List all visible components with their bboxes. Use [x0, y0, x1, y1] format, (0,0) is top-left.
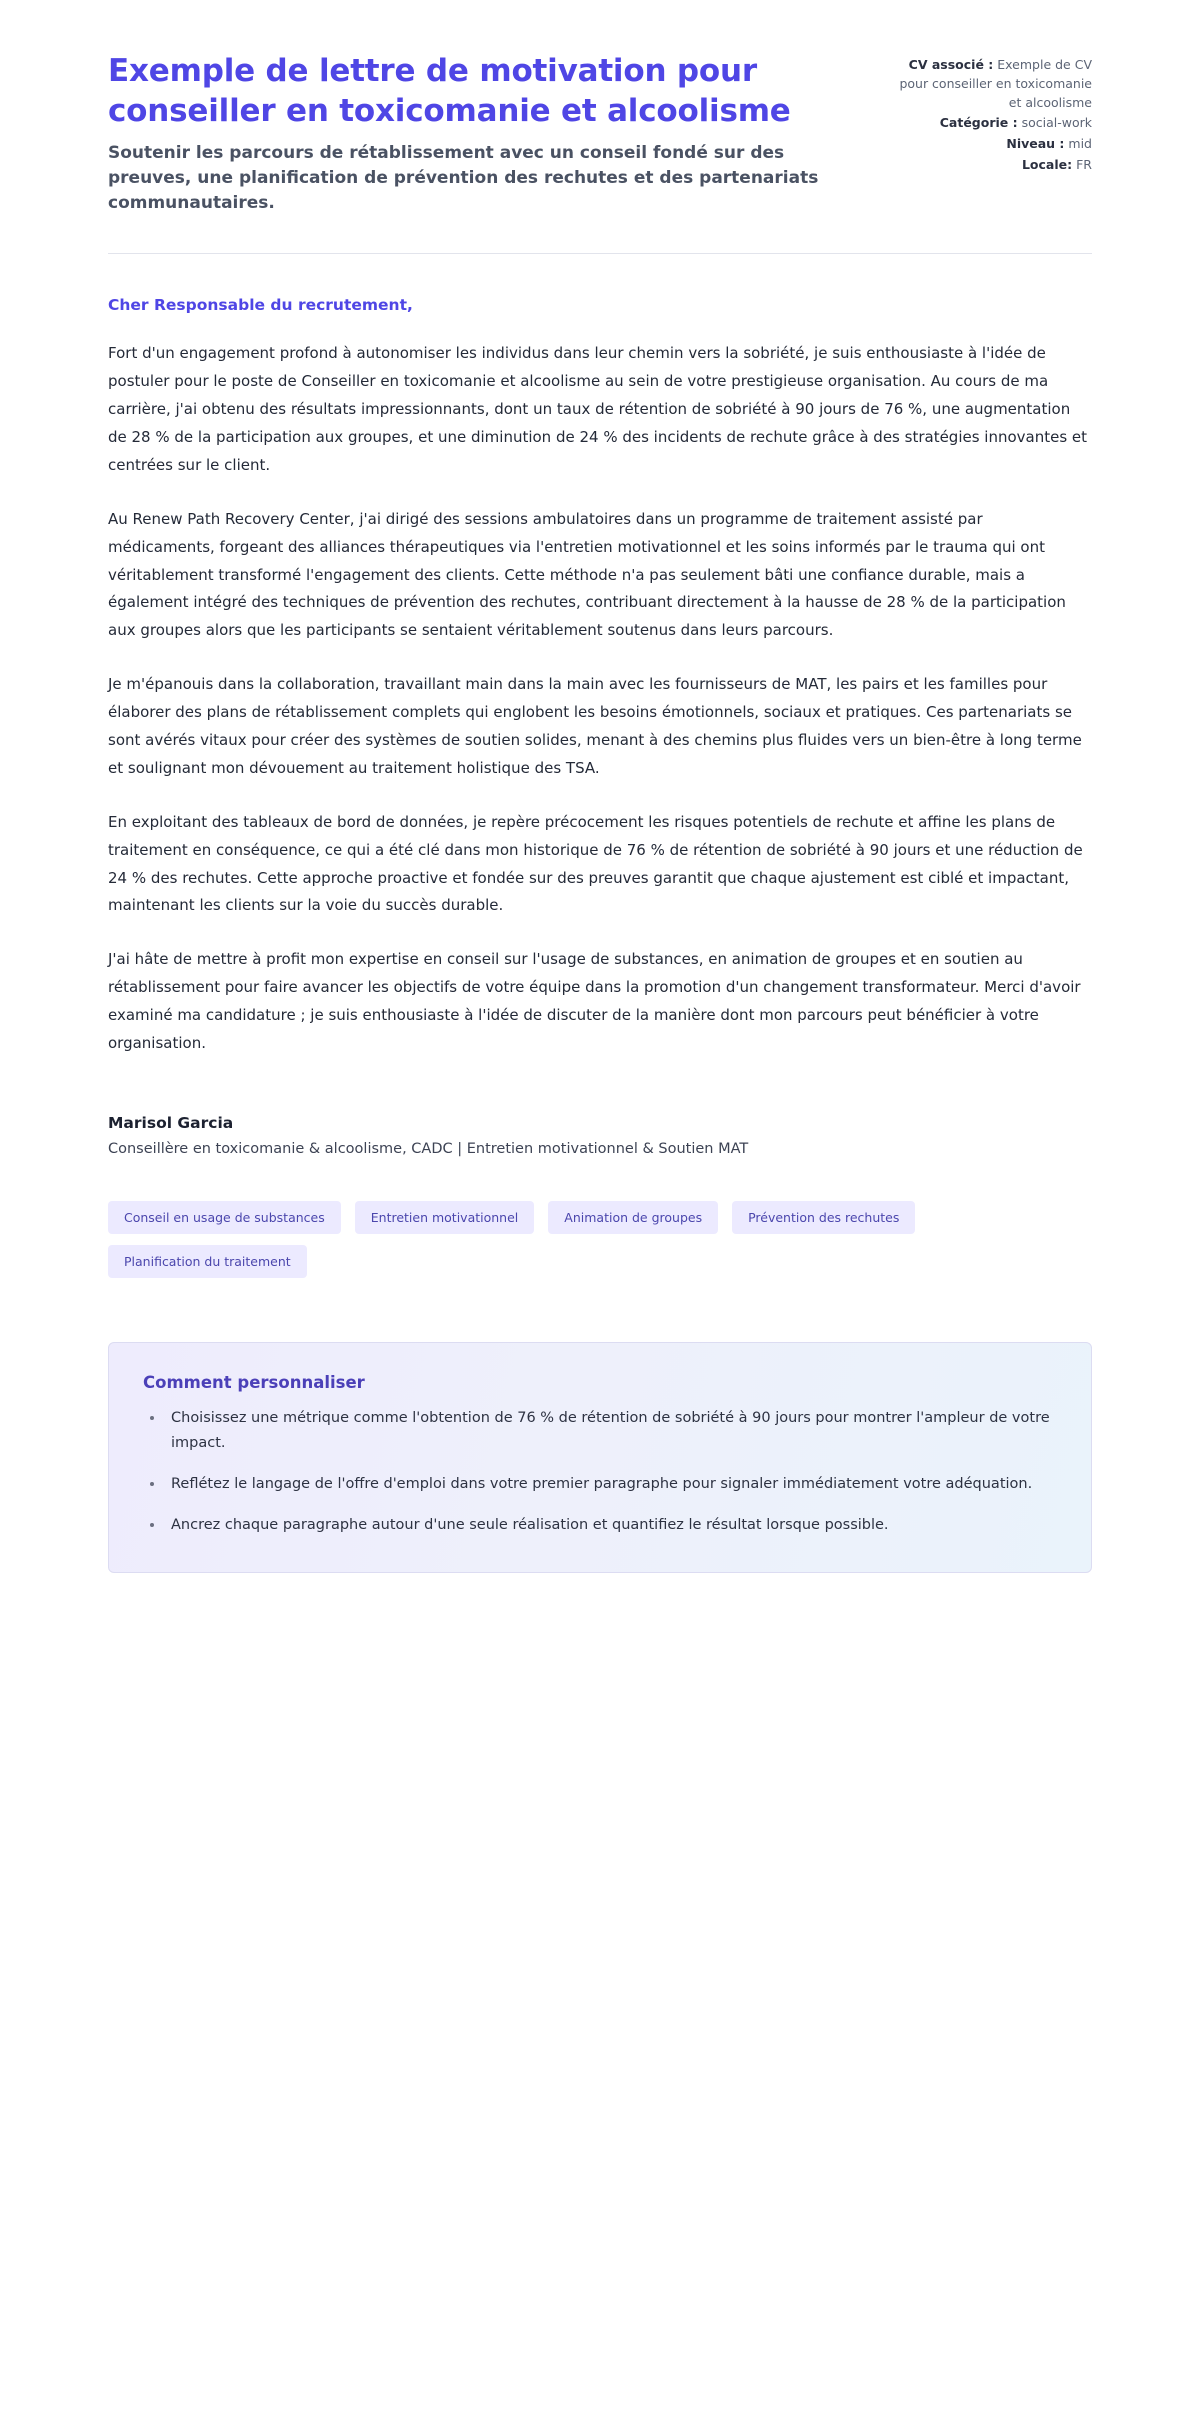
meta-row-level — [892, 135, 1092, 154]
meta-row-category — [892, 114, 1092, 133]
letter-paragraph: Fort d'un engagement profond à autonomiser les individus dans leur chemin vers la sobriété, je suis enthousiaste à l'idée de postuler pour le poste de Conseiller en toxicomanie et alcoolisme au sein de votre prestigieuse organisation. Au cours de ma carrière, j'ai obtenu des résultats impressionnants, dont un taux de rétention de sobriété à 90 jours de 76 %, une augmentation de 28 % de la participation aux groupes, et une diminution de 24 % des incidents de rechute grâce à des stratégies innovantes et centrées sur le client. — [108, 344, 1088, 474]
letter-salutation: Cher Responsable du recrutement, — [108, 296, 413, 315]
tag-item[interactable]: Conseil en usage de substances — [108, 1201, 341, 1234]
metadata-panel — [892, 52, 1092, 177]
page-title: Exemple de lettre de motivation pour conseiller en toxicomanie et alcoolisme — [108, 53, 791, 129]
customization-callout — [108, 1342, 1092, 1573]
letter-paragraph: J'ai hâte de mettre à profit mon expertise en conseil sur l'usage de substances, en animation de groupes et en soutien au rétablissement pour faire avancer les objectifs de votre équipe dans la promotion d'un changement transformateur. Merci d'avoir examiné ma candidature ; je suis enthousiaste à l'idée de discuter de la manière dont mon parcours peut bénéficier à votre organisation. — [108, 950, 1081, 1052]
callout-list-item: • Choisissez une métrique comme l'obtention de 76 % de rétention de sobriété à 90 jours pour montrer l'ampleur de votre impact. — [165, 1406, 1057, 1456]
letter-paragraph: En exploitant des tableaux de bord de données, je repère précocement les risques potentiels de rechute et affine les plans de traitement en conséquence, ce qui a été clé dans mon historique de 76 % de rétention de sobriété à 90 jours et une réduction de 24 % des rechutes. Cette approche proactive et fondée sur des preuves garantit que chaque ajustement est ciblé et impactant, maintenant les clients sur la voie du succès durable. — [108, 812, 1083, 915]
callout-title: Comment personnaliser — [143, 1372, 365, 1392]
tag-item[interactable]: Entretien motivationnel — [355, 1201, 535, 1234]
meta-value-level: mid — [1068, 136, 1092, 151]
letter-paragraph: Au Renew Path Recovery Center, j'ai dirigé des sessions ambulatoires dans un programme de traitement assisté par médicaments, forgeant des alliances thérapeutiques via l'entretien motivationnel et les soins informés par le trauma qui ont véritablement transformé l'engagement des clients. Cette méthode n'a pas seulement bâti une confiance durable, mais a également intégré des techniques de prévention des rechutes, contribuant directement à la hausse de 28 % de la participation aux groupes alors que les participants se sentaient véritablement soutenus dans leurs parcours. — [108, 509, 1066, 640]
header-divider — [108, 253, 1092, 254]
callout-list-item: • Reflétez le langage de l'offre d'emploi dans votre premier paragraphe pour signaler immédiatement votre adéquation. — [165, 1472, 1057, 1497]
callout-list-item: • Ancrez chaque paragraphe autour d'une seule réalisation et quantifiez le résultat lorsque possible. — [165, 1513, 1057, 1538]
letter-paragraph: Je m'épanouis dans la collaboration, travaillant main dans la main avec les fournisseurs de MAT, les pairs et les familles pour élaborer des plans de rétablissement complets qui englobent les besoins émotionnels, sociaux et pratiques. Ces partenariats se sont avérés vitaux pour créer des systèmes de soutien solides, menant à des chemins plus fluides vers un bien-être à long terme et soulignant mon dévouement au traitement holistique des TSA. — [108, 675, 1082, 777]
meta-label-category: Catégorie : — [939, 115, 1018, 131]
meta-label-cv: CV associé : — [908, 57, 994, 72]
document-header — [108, 52, 1092, 215]
tag-item[interactable]: Planification du traitement — [108, 1245, 307, 1278]
meta-value-cv: Exemple de CV pour conseiller en toxicomanie et alcoolisme — [899, 57, 1092, 110]
meta-row-locale — [892, 156, 1092, 175]
meta-row-cv — [892, 56, 1092, 112]
callout-list — [143, 1406, 1057, 1538]
meta-value-category: social-work — [1021, 115, 1092, 131]
signature-role: Conseillère en toxicomanie & alcoolisme, CADC | Entretien motivationnel & Soutien MAT — [108, 1140, 749, 1157]
meta-label-level: Niveau : — [1006, 136, 1065, 151]
tag-item[interactable]: Animation de groupes — [548, 1201, 718, 1234]
tag-item[interactable]: Prévention des rechutes — [732, 1201, 915, 1234]
signature-name: Marisol Garcia — [108, 1113, 234, 1132]
page-subtitle: Soutenir les parcours de rétablissement avec un conseil fondé sur des preuves, une planification de prévention des rechutes et des partenariats communautaires. — [108, 143, 819, 213]
meta-label-locale: Locale: — [1021, 156, 1073, 172]
meta-value-locale: FR — [1076, 156, 1092, 172]
tag-list — [108, 1201, 928, 1278]
signature-block — [108, 1114, 1092, 1157]
header-text-block — [108, 52, 852, 215]
